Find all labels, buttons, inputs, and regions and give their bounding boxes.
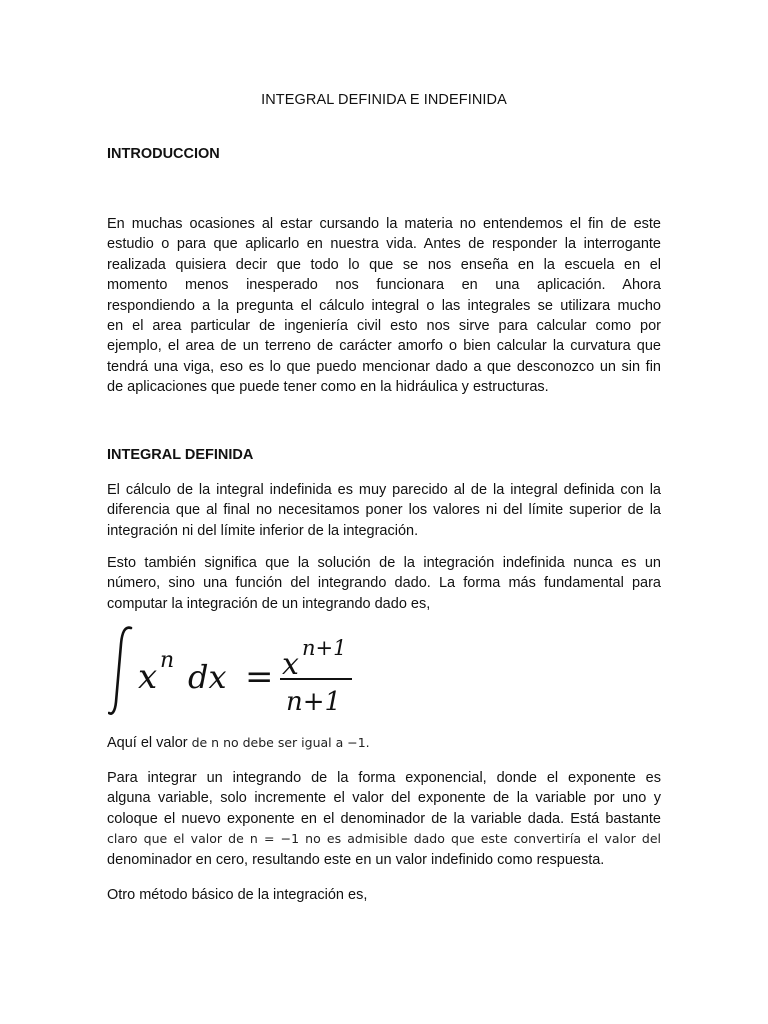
intro-paragraph — [107, 214, 661, 398]
definida-paragraph-2 — [107, 553, 661, 614]
formula-numerator-base: x — [282, 647, 299, 682]
power-rule-formula — [108, 622, 358, 720]
document-title: INTEGRAL DEFINIDA E INDEFINIDA — [261, 92, 507, 108]
formula-exponent: n — [160, 648, 175, 673]
formula-numerator-exponent: n+1 — [302, 636, 347, 660]
intro-line: En muchas ocasiones al estar cursando la materia no entendemos el fin de este — [107, 216, 661, 232]
paragraph-line: diferencia que al final no necesitamos poner los valores ni del límite superior de la — [107, 502, 661, 519]
intro-line: en el area particular de ingeniería civil esto nos sirve para calcular como por — [107, 318, 661, 335]
intro-line: estudio o para que aplicarlo en nuestra vida. Antes de responder la interrogante — [107, 236, 661, 253]
heading-integral-definida: INTEGRAL DEFINIDA — [107, 447, 254, 463]
note-prefix: Aquí el valor — [107, 735, 188, 751]
heading-introduccion: INTRODUCCION — [107, 146, 220, 162]
note-rest: de n no debe ser igual a −1. — [187, 735, 370, 750]
formula-differential: dx — [188, 658, 227, 696]
paragraph-line: El cálculo de la integral indefinida es muy parecido al de la integral definida con la — [107, 482, 661, 498]
paragraph-line: coloque el nuevo exponente en el denominador de la variable dada. Está bastante — [107, 810, 661, 827]
note-paragraph — [107, 733, 661, 753]
intro-line: tendrá una viga, eso es lo que puedo mencionar dado a que desconozco un sin fin — [107, 358, 661, 375]
definida-paragraph-1 — [107, 480, 661, 541]
paragraph-line: computar la integración de un integrando dado es, — [107, 595, 431, 612]
paragraph-line: Para integrar un integrando de la forma exponencial, donde el exponente es — [107, 770, 661, 786]
intro-line: ejemplo, el area de un terreno de carácter amorfo o bien calcular la curvatura que — [107, 338, 661, 355]
formula-base: x — [138, 657, 158, 697]
intro-line: respondiendo a la pregunta el cálculo integral o las integrales se utilizara mucho — [107, 297, 661, 314]
intro-line: realizada quisiera decir que todo lo que se nos enseña en la escuela en el — [107, 256, 661, 273]
paragraph-line-small: claro que el valor de n = −1 no es admisible dado que este convertiría el valor del — [107, 831, 661, 847]
paragraph-line: Esto también significa que la solución de la integración indefinida nunca es un — [107, 555, 661, 571]
formula-equals: = — [245, 657, 274, 697]
intro-line: momento menos inesperado nos funcionara en una aplicación. Ahora — [107, 277, 661, 294]
definida-paragraph-3 — [107, 768, 661, 870]
intro-line: de aplicaciones que puede tener como en la hidráulica y estructuras. — [107, 379, 549, 396]
integral-sign-icon — [109, 628, 131, 714]
paragraph-line: alguna variable, solo incremente el valor del exponente de la variable por uno y — [107, 790, 661, 807]
formula-graphic — [108, 622, 358, 720]
paragraph-line: integración ni del límite inferior de la integración. — [107, 522, 419, 539]
formula-denominator: n+1 — [286, 687, 342, 717]
paragraph-line: denominador en cero, resultando este en un valor indefinido como respuesta. — [107, 851, 605, 868]
paragraph-line: número, sino una función del integrando dado. La forma más fundamental para — [107, 575, 661, 592]
definida-paragraph-4: Otro método básico de la integración es, — [107, 887, 368, 903]
